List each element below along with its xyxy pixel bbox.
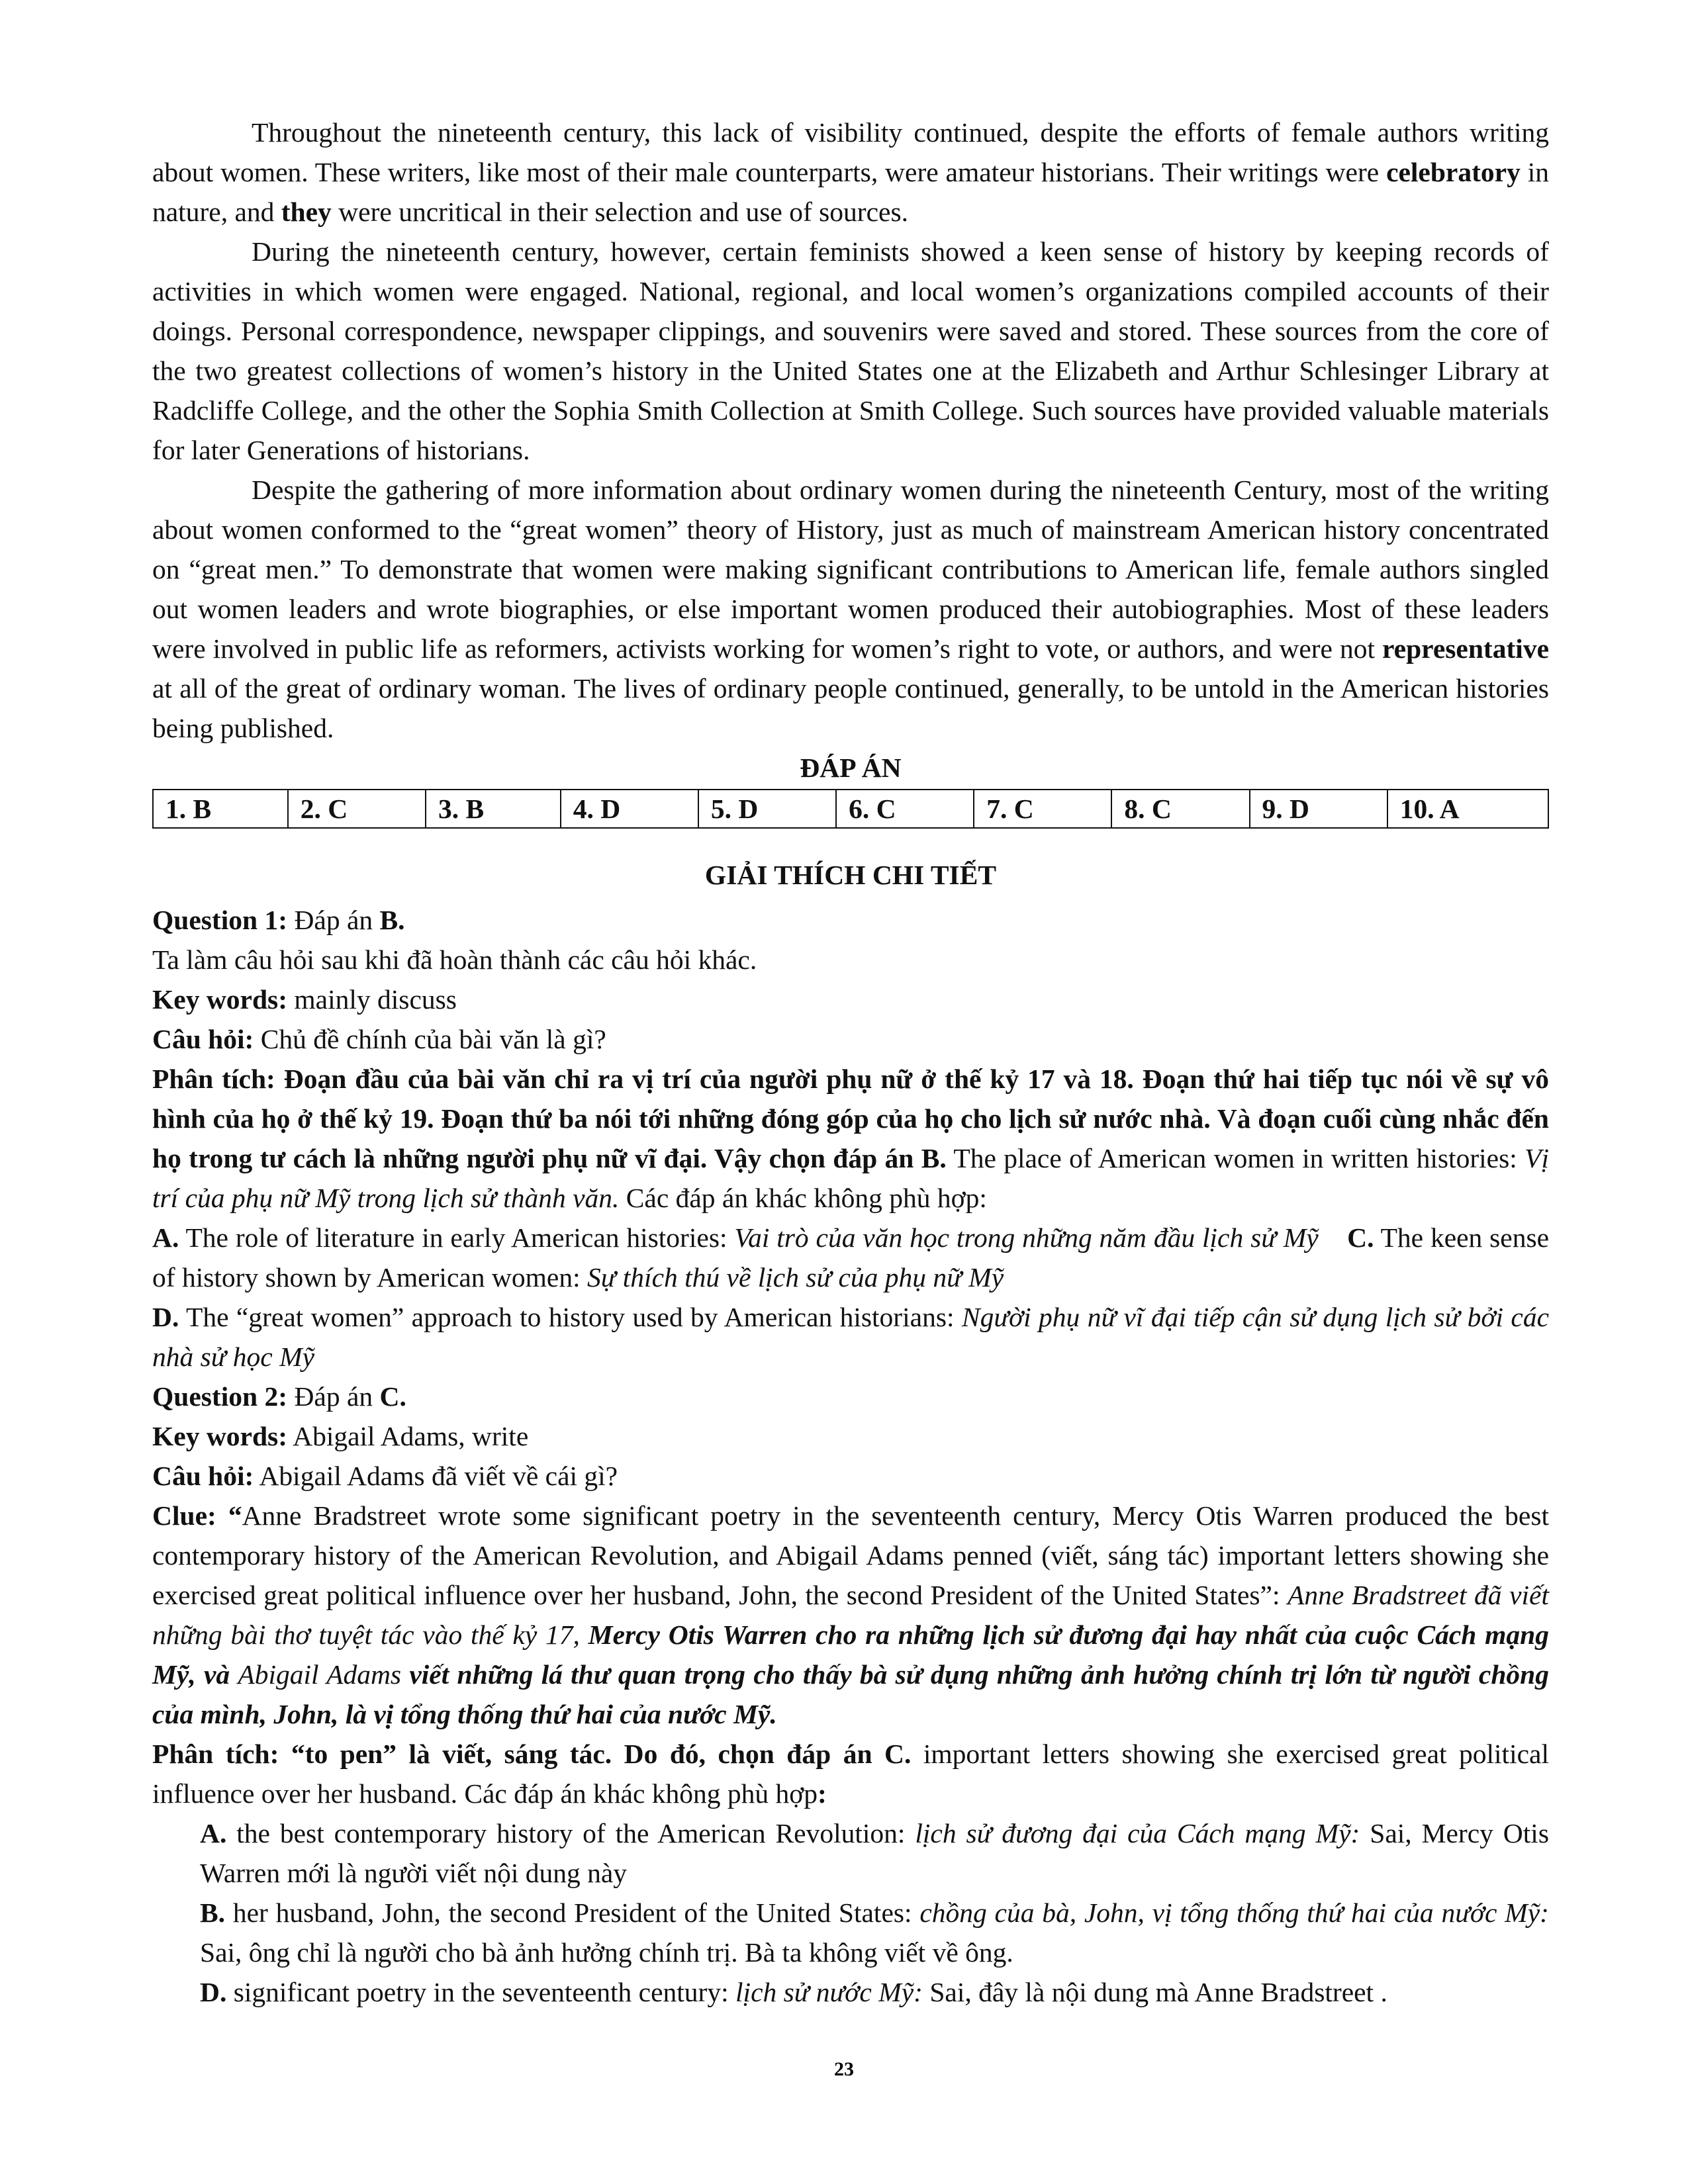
highlighted-word-representative: representative (1382, 633, 1549, 664)
answer-cell: 9. D (1250, 790, 1387, 828)
answer-cell: 1. B (153, 790, 288, 828)
q1-keywords: Key words: mainly discuss (152, 984, 457, 1015)
answer-key-table (152, 789, 1549, 829)
q2-clue: Clue: “Anne Bradstreet wrote some significant poetry in the seventeenth century, Mercy Otis Warren produced the best contemporary history of the American Revolution, and Abigail Adams penned (viết, sáng tác) important letters showing she exercised great political influence over her husband, John, the second President of the United States”: Anne Bradstreet đã viết những bài thơ tuyệt tác vào thế kỷ 17, Mercy Otis Warren cho ra những lịch sử đương đại hay nhất của cuộc Cách mạng Mỹ, và Abigail Adams viết những lá thư quan trọng cho thấy bà sử dụng những ảnh hưởng chính trị lớn từ người chồng của mình, John, là vị tổng thống thứ hai của nước Mỹ. (152, 1500, 1549, 1729)
answer-cell: 2. C (288, 790, 426, 828)
passage-paragraph-2: During the nineteenth century, however, certain feminists showed a keen sense of history by keeping records of activities in which women were engaged. National, regional, and local women’s organizations compiled accounts of their doings. Personal correspondence, newspaper clippings, and souvenirs were saved and stored. These sources from the core of the two greatest collections of women’s history in the United States one at the Elizabeth and Arthur Schlesinger Library at Radcliffe College, and the other the Sophia Smith Collection at Smith College. Such sources have provided valuable materials for later Generations of historians. (152, 236, 1549, 465)
q2-option-b: B. her husband, John, the second President of the United States: chồng của bà, John, vị tổng thống thứ hai của nước Mỹ: Sai, ông chỉ là người cho bà ảnh hưởng chính trị. Bà ta không viết về ông. (200, 1897, 1549, 1968)
answer-cell: 5. D (698, 790, 836, 828)
answer-cell: 10. A (1387, 790, 1548, 828)
passage-paragraph-3: Despite the gathering of more information about ordinary women during the nineteenth Century, most of the writing about women conformed to the “great women” theory of History, just as much of mainstream American history concentrated on “great men.” To demonstrate that women were making significant contributions to American life, female authors singled out women leaders and wrote biographies, or else important women produced their autobiographies. Most of these leaders were involved in public life as reformers, activists working for women’s right to vote, or authors, and were not representative at all of the great of ordinary woman. The lives of ordinary people continued, generally, to be untold in the American histories being published. (152, 475, 1549, 743)
highlighted-word-celebratory: celebratory (1386, 157, 1521, 187)
page-number: 23 (834, 2058, 854, 2080)
answer-cell: 3. B (426, 790, 561, 828)
q2-keywords: Key words: Abigail Adams, write (152, 1421, 529, 1451)
passage-paragraph-1: Throughout the nineteenth century, this lack of visibility continued, despite the efforts of female authors writing about women. These writers, like most of their male counterparts, were amateur historians. Their writings were celebratory in nature, and they were uncritical in their selection and use of sources. (152, 117, 1549, 227)
answer-key-row (153, 790, 1548, 828)
q1-heading: Question 1: Đáp án B. (152, 905, 405, 935)
q1-question: Câu hỏi: Chủ đề chính của bài văn là gì? (152, 1024, 606, 1054)
q1-analysis: Phân tích: Đoạn đầu của bài văn chỉ ra vị trí của người phụ nữ ở thế kỷ 17 và 18. Đoạn thứ hai tiếp tục nói về sự vô hình của họ ở thế kỷ 19. Đoạn thứ ba nói tới những đóng góp của họ cho lịch sử nước nhà. Và đoạn cuối cùng nhắc đến họ trong tư cách là những người phụ nữ vĩ đại. Vậy chọn đáp án B. The place of American women in written histories: Vị trí của phụ nữ Mỹ trong lịch sử thành văn. Các đáp án khác không phù hợp: (152, 1064, 1549, 1213)
q1-options-a-c: A. The role of literature in early American histories: Vai trò của văn học trong những năm đầu lịch sử Mỹ C. The keen sense of history shown by American women: Sự thích thú về lịch sử của phụ nữ Mỹ (152, 1222, 1550, 1293)
q1-option-d: D. The “great women” approach to history used by American historians: Người phụ nữ vĩ đại tiếp cận sử dụng lịch sử bởi các nhà sử học Mỹ (152, 1302, 1550, 1372)
highlighted-word-they: they (281, 197, 332, 227)
answer-cell: 4. D (561, 790, 698, 828)
q2-option-d: D. significant poetry in the seventeenth century: lịch sử nước Mỹ: Sai, đây là nội dung mà Anne Bradstreet . (200, 1977, 1387, 2007)
q2-analysis: Phân tích: “to pen” là viết, sáng tác. Do đó, chọn đáp án C. important letters showing she exercised great political influence over her husband. Các đáp án khác không phù hợp: (152, 1739, 1549, 1809)
q2-option-a: A. the best contemporary history of the American Revolution: lịch sử đương đại của Cách mạng Mỹ: Sai, Mercy Otis Warren mới là người viết nội dung này (200, 1818, 1549, 1888)
q2-question: Câu hỏi: Abigail Adams đã viết về cái gì? (152, 1461, 618, 1491)
q1-note: Ta làm câu hỏi sau khi đã hoàn thành các câu hỏi khác. (152, 944, 757, 975)
answer-key-title: ĐÁP ÁN (800, 752, 902, 783)
answer-cell: 7. C (974, 790, 1111, 828)
document-page (152, 113, 1549, 2012)
answer-cell: 6. C (836, 790, 974, 828)
explanation-title: GIẢI THÍCH CHI TIẾT (704, 860, 997, 890)
answer-cell: 8. C (1111, 790, 1249, 828)
q2-heading: Question 2: Đáp án C. (152, 1381, 406, 1412)
